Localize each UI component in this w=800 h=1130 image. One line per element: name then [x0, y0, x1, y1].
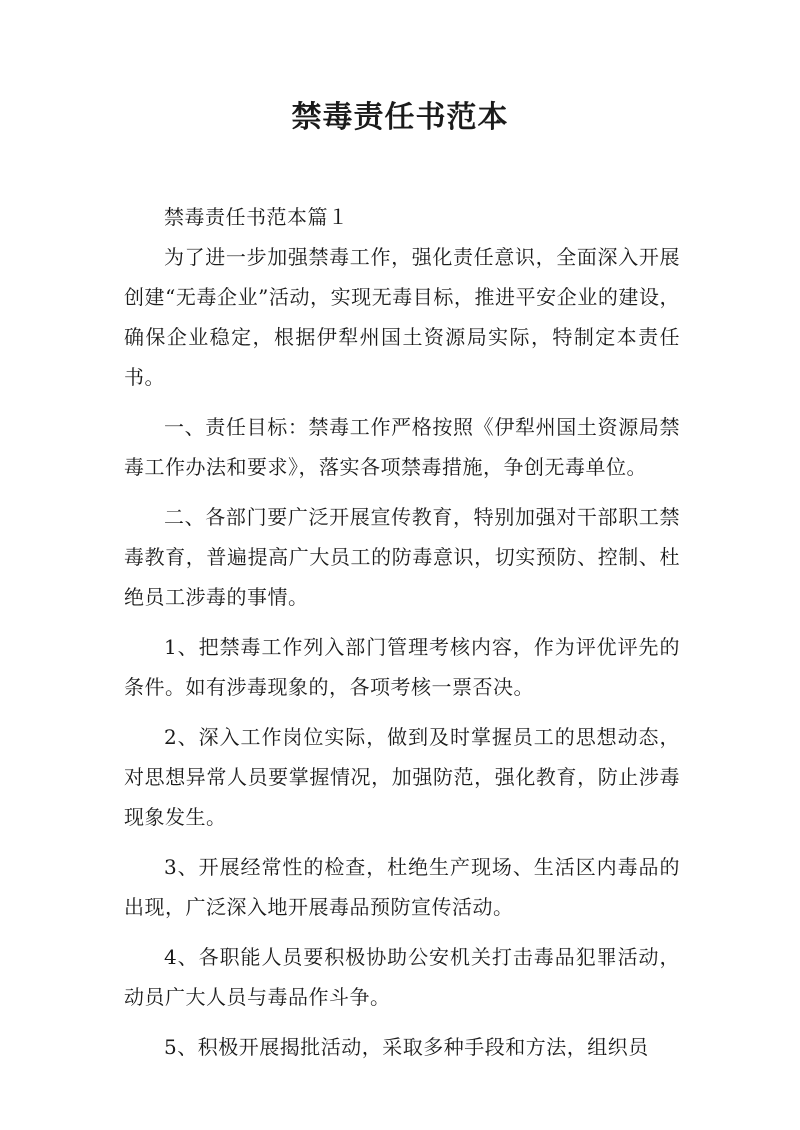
paragraph-item-1: 1、把禁毒工作列入部门管理考核内容，作为评优评先的条件。如有涉毒现象的，各项考核一票否决。	[124, 635, 680, 699]
section-heading: 禁毒责任书范本篇１	[164, 205, 349, 229]
paragraph-publicity-education: 二、各部门要广泛开展宣传教育，特别加强对干部职工禁毒教育，普遍提高广大员工的防毒意识，切实预防、控制、杜绝员工涉毒的事情。	[124, 505, 680, 609]
paragraph-item-5: 5、积极开展揭批活动，采取多种手段和方法，组织员	[164, 1035, 649, 1059]
document-title: 禁毒责任书范本	[291, 100, 509, 135]
paragraph-intro: 为了进一步加强禁毒工作，强化责任意识，全面深入开展创建“无毒企业”活动，实现无毒目标，推进平安企业的建设，确保企业稳定，根据伊犁州国土资源局实际，特制定本责任书。	[124, 245, 680, 389]
paragraph-responsibility-goal: 一、责任目标：禁毒工作严格按照《伊犁州国土资源局禁毒工作办法和要求》，落实各项禁毒措施，争创无毒单位。	[124, 415, 680, 479]
paragraph-item-4: 4、各职能人员要积极协助公安机关打击毒品犯罪活动，动员广大人员与毒品作斗争。	[124, 945, 680, 1009]
document-body	[124, 197, 680, 1077]
paragraph-item-3: 3、开展经常性的检查，杜绝生产现场、生活区内毒品的出现，广泛深入地开展毒品预防宣传活动。	[124, 855, 680, 919]
paragraph-item-2: 2、深入工作岗位实际，做到及时掌握员工的思想动态，对思想异常人员要掌握情况，加强防范，强化教育，防止涉毒现象发生。	[124, 725, 680, 829]
